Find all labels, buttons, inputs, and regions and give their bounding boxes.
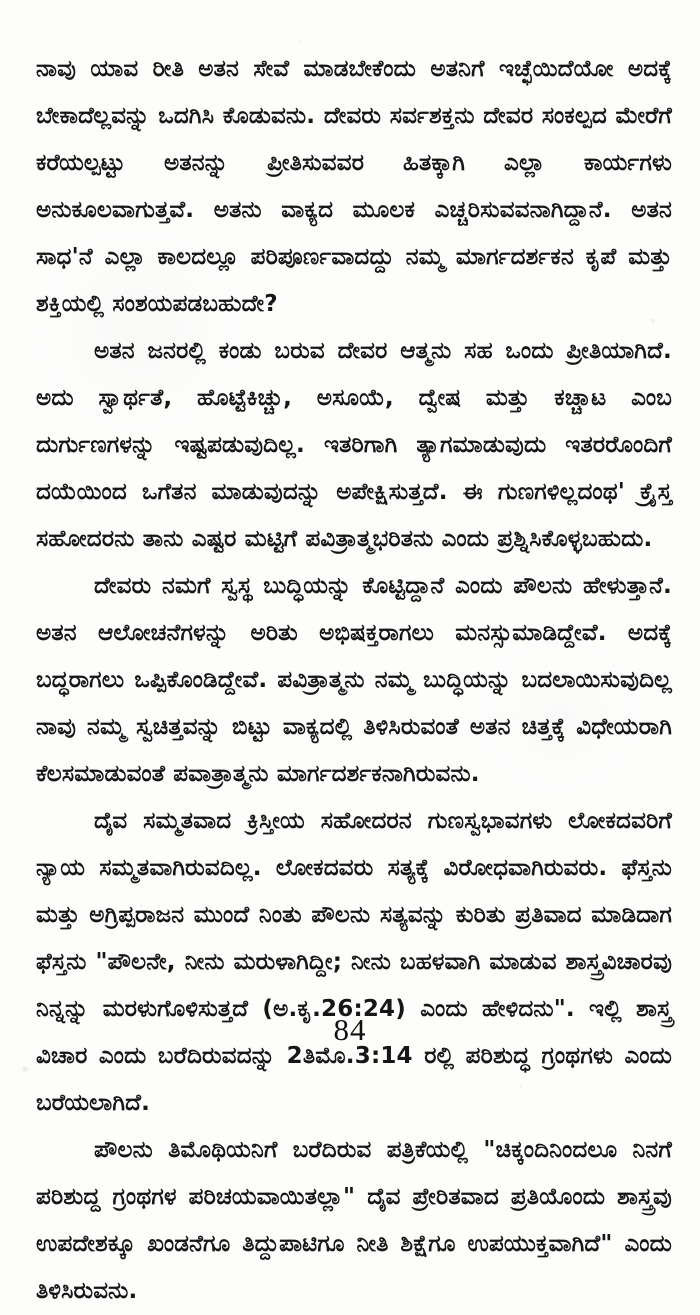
scan-specks	[0, 0, 2, 2]
body-paragraph-5: ಪೌಲನು ತಿಮೊಥಿಯನಿಗೆ ಬರೆದಿರುವ ಪತ್ರಿಕೆಯಲ್ಲಿ "ಚಿಕ್ಕಂದಿನಿಂದಲೂ ನಿನಗೆ ಪರಿಶುದ್ದ ಗ್ರಂಥಗಳ ಪರಿಚಯವಾಯಿತಲ್ಲಾ" ದೈವ ಪ್ರೇರಿತವಾದ ಪ್ರತಿಯೊಂದು ಶಾಸ್ತ್ರವು ಉಪದೇಶಕ್ಕೂ ಖಂಡನೆಗೂ ತಿದ್ದುಪಾಟಿಗೂ ನೀತಿ ಶಿಕ್ಷೆಗೂ ಉಪಯುಕ್ತವಾಗಿದೆ" ಎಂದು ತಿಳಿಸಿರುವನು.	[36, 1137, 672, 1304]
page-number: 84	[333, 1012, 367, 1047]
body-paragraph-2: ಅತನ ಜನರಲ್ಲಿ ಕಂಡು ಬರುವ ದೇವರ ಆತ್ಮನು ಸಹ ಒಂದು ಪ್ರೀತಿಯಾಗಿದೆ. ಅದು ಸ್ವಾರ್ಥತೆ, ಹೊಟ್ಟೆಕಿಚ್ಚು, ಅಸೂಯೆ, ದ್ವೇಷ ಮತ್ತು ಕಚ್ಚಾಟ ಎಂಬ ದುರ್ಗುಣಗಳನ್ನು ಇಷ್ಟಪಡುವುದಿಲ್ಲ. ಇತರಿಗಾಗಿ ತ್ಯಾಗಮಾಡುವುದು ಇತರರೊಂದಿಗೆ ದಯೆಯಿಂದ ಒಗೆತನ ಮಾಡುವುದನ್ನು ಅಪೇಕ್ಷಿಸುತ್ತದೆ. ಈ ಗುಣಗಳಿಲ್ಲದಂಥ' ಕ್ರೈಸ್ತ ಸಹೋದರನು ತಾನು ಎಷ್ಟರ ಮಟ್ಟಿಗೆ ಪವಿತ್ರಾತ್ಮಭರಿತನು ಎಂದು ಪ್ರಶ್ನಿಸಿಕೊಳ್ಳಬಹುದು.	[36, 338, 672, 552]
body-paragraph-4: ದೈವ ಸಮ್ಮತವಾದ ಕ್ರಿಸ್ತೀಯ ಸಹೋದರನ ಗುಣಸ್ವಭಾವಗಳು ಲೋಕದವರಿಗೆ ನ್ಯಾಯ ಸಮ್ಮತವಾಗಿರುವದಿಲ್ಲ. ಲೋಕದವರು ಸತ್ಯಕ್ಕೆ ವಿರೋಧವಾಗಿರುವರು. ಫೆಸ್ತನು ಮತ್ತು ಅಗ್ರಿಪ್ಪರಾಜನ ಮುಂದೆ ನಿಂತು ಪೌಲನು ಸತ್ಯವನ್ನು ಕುರಿತು ಪ್ರತಿವಾದ ಮಾಡಿದಾಗ ಫೆಸ್ತನು "ಪೌಲನೇ, ನೀನು ಮರುಳಾಗಿದ್ದೀ; ನೀನು ಬಹಳವಾಗಿ ಮಾಡುವ ಶಾಸ್ತ್ರವಿಚಾರವು ನಿನ್ನನ್ನು ಮರಳುಗೊಳಿಸುತ್ತದೆ (ಅ.ಕೃ.26:24) ಎಂದು ಹೇಳಿದನು". ಇಲ್ಲಿ ಶಾಸ್ತ್ರ ವಿಚಾರ ಎಂದು ಬರೆದಿರುವದನ್ನು 2ತಿಮೊ.3:14 ರಲ್ಲಿ ಪರಿಶುದ್ಧ ಗ್ರಂಥಗಳು ಎಂದು ಬರೆಯಲಾಗಿದೆ.	[36, 808, 672, 1116]
body-paragraph-1: ನಾವು ಯಾವ ರೀತಿ ಅತನ ಸೇವೆ ಮಾಡಬೇಕೆಂದು ಅತನಿಗೆ ಇಚ್ಛೆಯಿದೆಯೋ ಅದಕ್ಕೆ ಬೇಕಾದೆಲ್ಲವನ್ನು ಒದಗಿಸಿ ಕೊಡುವನು. ದೇವರು ಸರ್ವಶಕ್ತನು ದೇವರ ಸಂಕಲ್ಪದ ಮೇರೆಗೆ ಕರೆಯಲ್ಪಟ್ಟು ಅತನನ್ನು ಪ್ರೀತಿಸುವವರ ಹಿತಕ್ಕಾಗಿ ಎಲ್ಲಾ ಕಾರ್ಯಗಳು ಅನುಕೂಲವಾಗುತ್ತವೆ. ಅತನು ವಾಕ್ಯದ ಮೂಲಕ ಎಚ್ಚರಿಸುವವನಾಗಿದ್ದಾನೆ. ಅತನ ಸಾಧ'ನೆ ಎಲ್ಲಾ ಕಾಲದಲ್ಲೂ ಪರಿಪೂರ್ಣವಾದದ್ದು ನಮ್ಮ ಮಾರ್ಗದರ್ಶಕನ ಕೃಪೆ ಮತ್ತು ಶಕ್ತಿಯಲ್ಲಿ ಸಂಶಯಪಡಬಹುದೇ?	[36, 56, 672, 317]
body-paragraph-3: ದೇವರು ನಮಗೆ ಸ್ವಸ್ಥ ಬುದ್ಧಿಯನ್ನು ಕೊಟ್ಟಿದ್ದಾನೆ ಎಂದು ಪೌಲನು ಹೇಳುತ್ತಾನೆ. ಅತನ ಆಲೋಚನೆಗಳನ್ನು ಅರಿತು ಅಭಿಷಕ್ತರಾಗಲು ಮನಸ್ಸುಮಾಡಿದ್ದೇವೆ. ಅದಕ್ಕೆ ಬದ್ಧರಾಗಲು ಒಪ್ಪಿಕೊಂಡಿದ್ದೇವೆ. ಪವಿತ್ರಾತ್ಮನು ನಮ್ಮ ಬುದ್ಧಿಯನ್ನು ಬದಲಾಯಿಸುವುದಿಲ್ಲ ನಾವು ನಮ್ಮ ಸ್ವಚಿತ್ತವನ್ನು ಬಿಟ್ಟು ವಾಕ್ಯದಲ್ಲಿ ತಿಳಿಸಿರುವಂತೆ ಅತನ ಚಿತ್ತಕ್ಕೆ ವಿಧೇಯರಾಗಿ ಕೆಲಸಮಾಡುವಂತೆ ಪವಾತ್ರಾತ್ಮನು ಮಾರ್ಗದರ್ಶಕನಾಗಿರುವನು.	[36, 573, 672, 787]
body-text-block	[36, 46, 672, 1315]
